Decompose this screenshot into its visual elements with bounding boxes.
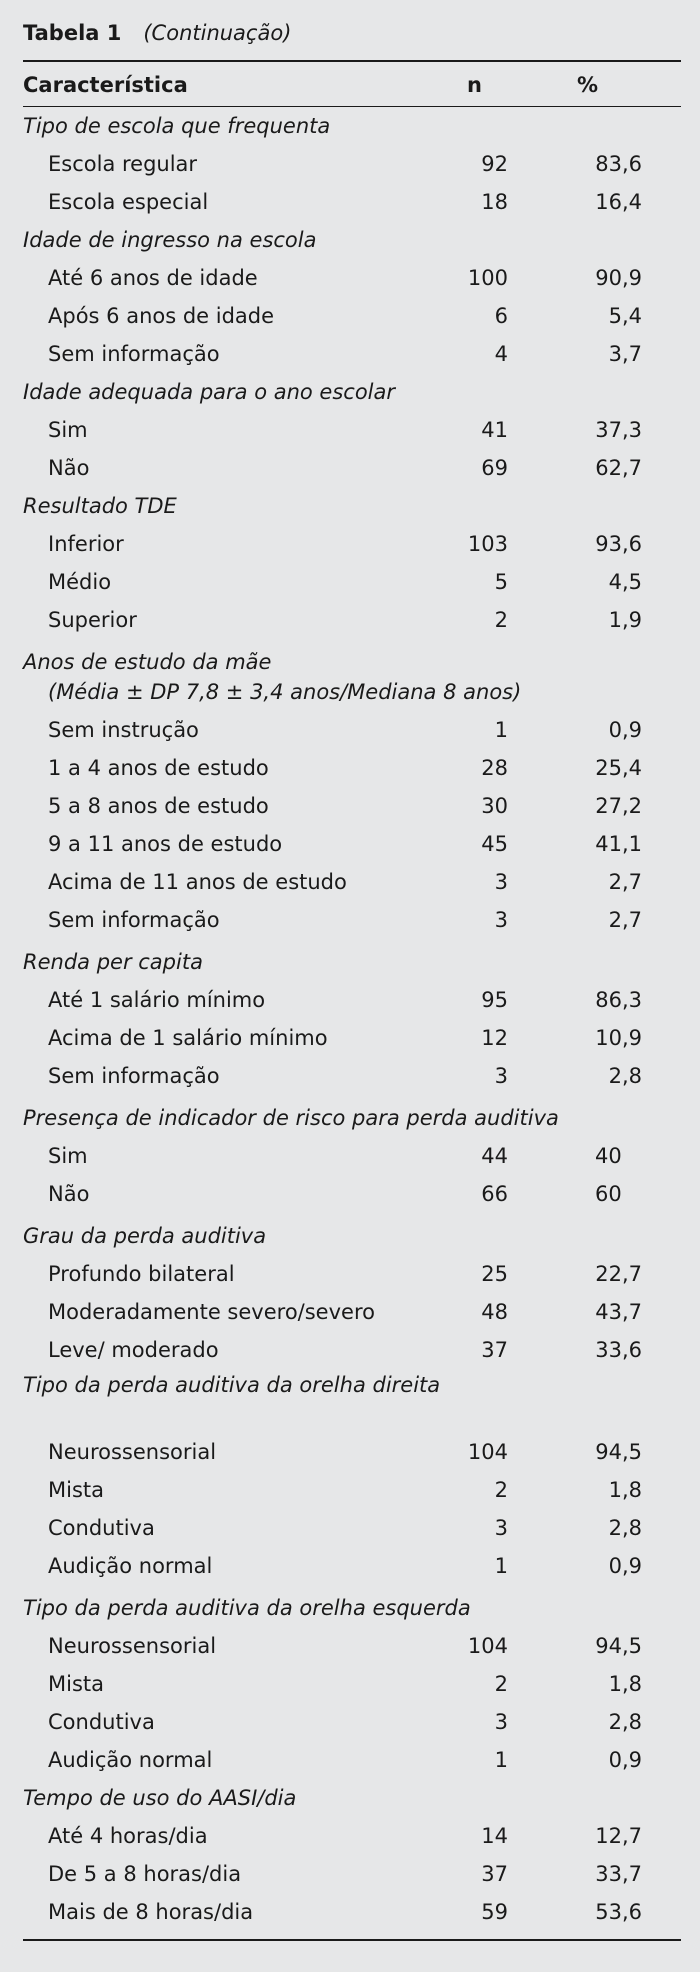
table-row [0, 1471, 700, 1509]
row-n: 6 [494, 304, 508, 328]
table-row [0, 563, 700, 601]
row-percent: 0,9 [608, 1554, 642, 1578]
row-n: 69 [481, 456, 508, 480]
row-label: Acima de 11 anos de estudo [48, 870, 347, 894]
row-n: 2 [494, 1672, 508, 1696]
row-label: Até 4 horas/dia [48, 1824, 208, 1848]
row-percent: 2,7 [608, 908, 642, 932]
row-n: 100 [467, 266, 508, 290]
table-row [0, 335, 700, 373]
row-percent: 1,8 [608, 1478, 642, 1502]
row-label: Leve/ moderado [48, 1338, 219, 1362]
row-n: 3 [494, 1064, 508, 1088]
bottom-rule [23, 1939, 681, 1941]
table-row [0, 1255, 700, 1293]
row-label: Moderadamente severo/severo [48, 1300, 375, 1324]
section-title: Resultado TDE [23, 494, 177, 518]
row-percent: 4,5 [608, 570, 642, 594]
row-n: 48 [481, 1300, 508, 1324]
row-percent: 90,9 [595, 266, 642, 290]
row-label: Audição normal [48, 1554, 213, 1578]
table-row [0, 1703, 700, 1741]
row-percent: 94,5 [595, 1440, 642, 1464]
row-n: 103 [467, 532, 508, 556]
section-row [0, 1779, 700, 1817]
row-label: Neurossensorial [48, 1634, 217, 1658]
section-row [0, 1217, 700, 1255]
table-row [0, 411, 700, 449]
row-n: 1 [494, 1554, 508, 1578]
section-title: Idade adequada para o ano escolar [23, 380, 396, 404]
section-row [0, 1099, 700, 1137]
section-title: Tipo da perda auditiva da orelha esquerda [23, 1596, 471, 1620]
row-label: Escola regular [48, 152, 198, 176]
row-n: 92 [481, 152, 508, 176]
row-percent: 27,2 [595, 794, 642, 818]
row-n: 2 [494, 608, 508, 632]
row-label: Condutiva [48, 1516, 155, 1540]
row-n: 5 [494, 570, 508, 594]
row-n: 2 [494, 1478, 508, 1502]
row-n: 37 [481, 1338, 508, 1362]
section-title: Tipo de escola que frequenta [23, 114, 331, 138]
table-row [0, 901, 700, 939]
header-percent: % [577, 73, 599, 97]
table-row [0, 1893, 700, 1931]
row-percent: 0,9 [608, 718, 642, 742]
row-n: 28 [481, 756, 508, 780]
row-label: Após 6 anos de idade [48, 304, 275, 328]
row-label: Médio [48, 570, 112, 594]
table-row [0, 1175, 700, 1213]
row-n: 104 [467, 1634, 508, 1658]
section-title: Anos de estudo da mãe [23, 650, 272, 674]
table-row [0, 1817, 700, 1855]
table-row [0, 787, 700, 825]
table-row [0, 1293, 700, 1331]
row-n: 3 [494, 1516, 508, 1540]
row-percent: 83,6 [595, 152, 642, 176]
row-label: Mista [48, 1672, 104, 1696]
table-row [0, 981, 700, 1019]
table-row [0, 1547, 700, 1585]
row-label: Até 6 anos de idade [48, 266, 258, 290]
row-label: Até 1 salário mínimo [48, 988, 266, 1012]
table-row [0, 1855, 700, 1893]
row-n: 44 [481, 1144, 508, 1168]
row-label: 1 a 4 anos de estudo [48, 756, 269, 780]
row-label: Profundo bilateral [48, 1262, 235, 1286]
row-label: 9 a 11 anos de estudo [48, 832, 283, 856]
row-percent: 40 [595, 1144, 622, 1168]
row-percent: 10,9 [595, 1026, 642, 1050]
row-percent: 1,9 [608, 608, 642, 632]
row-n: 1 [494, 718, 508, 742]
row-label: De 5 a 8 horas/dia [48, 1862, 242, 1886]
row-label: Acima de 1 salário mínimo [48, 1026, 328, 1050]
section-title: Tempo de uso do AASI/dia [23, 1786, 297, 1810]
section-title: Renda per capita [23, 950, 203, 974]
row-label: Sim [48, 1144, 88, 1168]
row-percent: 43,7 [595, 1300, 642, 1324]
row-percent: 5,4 [608, 304, 642, 328]
table-row [0, 1331, 700, 1369]
table-row [0, 711, 700, 749]
row-n: 3 [494, 870, 508, 894]
row-label: Neurossensorial [48, 1440, 217, 1464]
row-label: Não [48, 456, 90, 480]
row-n: 104 [467, 1440, 508, 1464]
row-percent: 53,6 [595, 1900, 642, 1924]
row-percent: 2,8 [608, 1710, 642, 1734]
continuation-note: (Continuação) [143, 21, 292, 45]
row-label: Mais de 8 horas/dia [48, 1900, 254, 1924]
row-n: 14 [481, 1824, 508, 1848]
row-percent: 86,3 [595, 988, 642, 1012]
table-row [0, 145, 700, 183]
row-label: Sem informação [48, 908, 220, 932]
row-percent: 2,8 [608, 1064, 642, 1088]
row-label: Sem informação [48, 342, 220, 366]
row-n: 4 [494, 342, 508, 366]
row-n: 95 [481, 988, 508, 1012]
row-n: 41 [481, 418, 508, 442]
row-label: Sem instrução [48, 718, 199, 742]
table-row [0, 749, 700, 787]
section-row [0, 1369, 700, 1433]
row-percent: 2,8 [608, 1516, 642, 1540]
row-percent: 41,1 [595, 832, 642, 856]
section-title: Presença de indicador de risco para perda auditiva [23, 1106, 559, 1130]
row-label: Sim [48, 418, 88, 442]
table-row [0, 825, 700, 863]
row-percent: 3,7 [608, 342, 642, 366]
table-row [0, 1019, 700, 1057]
row-percent: 16,4 [595, 190, 642, 214]
row-label: Não [48, 1182, 90, 1206]
row-label: Condutiva [48, 1710, 155, 1734]
row-percent: 25,4 [595, 756, 642, 780]
section-row [0, 943, 700, 981]
table-body [0, 107, 700, 1931]
table-caption [23, 18, 291, 48]
table-label: Tabela 1 [23, 21, 122, 45]
row-percent: 94,5 [595, 1634, 642, 1658]
section-row [0, 1589, 700, 1627]
table-row [0, 1741, 700, 1779]
row-n: 25 [481, 1262, 508, 1286]
table-row [0, 1137, 700, 1175]
table-row [0, 297, 700, 335]
row-percent: 12,7 [595, 1824, 642, 1848]
row-n: 3 [494, 908, 508, 932]
row-percent: 33,6 [595, 1338, 642, 1362]
row-label: 5 a 8 anos de estudo [48, 794, 269, 818]
row-label: Audição normal [48, 1748, 213, 1772]
row-label: Mista [48, 1478, 104, 1502]
table-row [0, 1627, 700, 1665]
row-percent: 37,3 [595, 418, 642, 442]
row-percent: 93,6 [595, 532, 642, 556]
section-row [0, 487, 700, 525]
row-label: Sem informação [48, 1064, 220, 1088]
section-note-row [0, 673, 700, 711]
row-label: Superior [48, 608, 137, 632]
row-n: 37 [481, 1862, 508, 1886]
row-n: 18 [481, 190, 508, 214]
row-percent: 33,7 [595, 1862, 642, 1886]
header-n: n [467, 73, 482, 97]
row-label: Escola especial [48, 190, 209, 214]
row-percent: 2,7 [608, 870, 642, 894]
section-row [0, 107, 700, 145]
row-percent: 60 [595, 1182, 622, 1206]
header-characteristic: Característica [23, 73, 188, 97]
table-row [0, 1509, 700, 1547]
section-title: Idade de ingresso na escola [23, 228, 317, 252]
table-row [0, 601, 700, 639]
row-n: 12 [481, 1026, 508, 1050]
row-n: 59 [481, 1900, 508, 1924]
section-note: (Média ± DP 7,8 ± 3,4 anos/Mediana 8 anos) [48, 680, 522, 704]
section-row [0, 373, 700, 411]
row-n: 1 [494, 1748, 508, 1772]
table-row [0, 1057, 700, 1095]
row-percent: 0,9 [608, 1748, 642, 1772]
table-header [0, 68, 700, 106]
row-n: 45 [481, 832, 508, 856]
section-title: Grau da perda auditiva [23, 1224, 267, 1248]
table-row [0, 525, 700, 563]
row-percent: 1,8 [608, 1672, 642, 1696]
row-n: 3 [494, 1710, 508, 1734]
row-label: Inferior [48, 532, 124, 556]
row-n: 66 [481, 1182, 508, 1206]
table-row [0, 449, 700, 487]
table-row [0, 863, 700, 901]
section-row [0, 221, 700, 259]
row-percent: 62,7 [595, 456, 642, 480]
row-percent: 22,7 [595, 1262, 642, 1286]
table-row [0, 1433, 700, 1471]
row-n: 30 [481, 794, 508, 818]
table-row [0, 1665, 700, 1703]
section-title: Tipo da perda auditiva da orelha direita [23, 1373, 441, 1397]
table-row [0, 183, 700, 221]
table-row [0, 259, 700, 297]
top-rule [23, 60, 681, 62]
